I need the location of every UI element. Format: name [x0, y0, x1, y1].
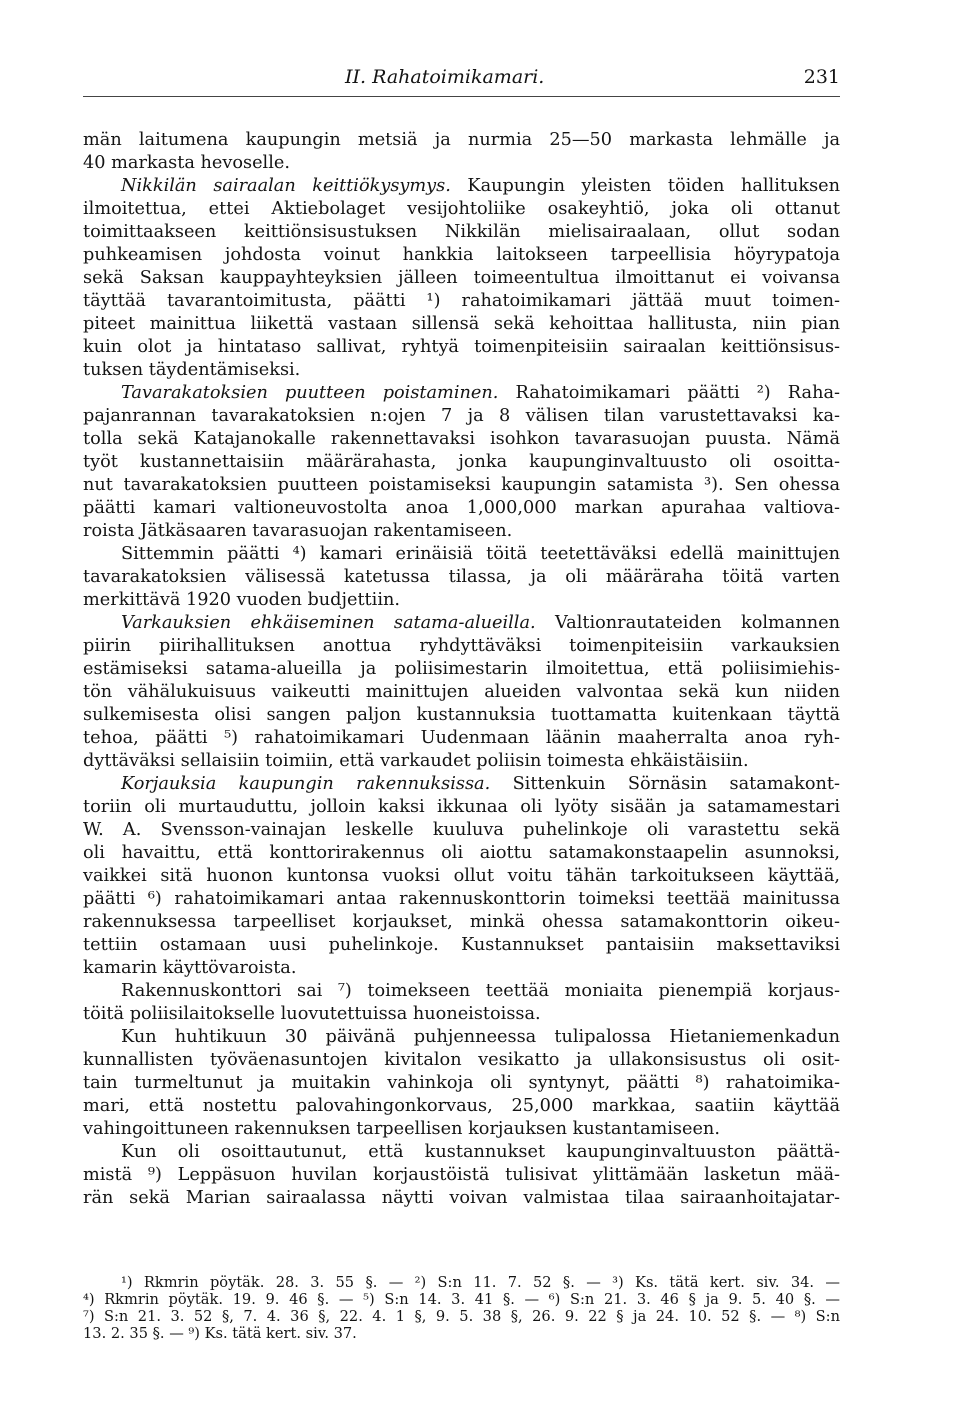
line-text: roista Jätkäsaaren tavarasuojan rakentamiseen. — [83, 521, 513, 541]
line-text: toimittaakseen keittiönsisustuksen Nikkilän mielisairaalaan, ollut sodan — [83, 222, 840, 242]
section-heading: Korjauksia kaupungin rakennuksissa. — [121, 774, 491, 794]
text-line — [83, 589, 840, 612]
page — [83, 64, 840, 1210]
text-line — [83, 773, 840, 796]
line-text: täyttää tavarantoimitusta, päätti ¹) rahatoimikamari jättää muut toimen- — [83, 291, 840, 311]
text-line — [83, 842, 840, 865]
footnotes — [83, 1274, 840, 1342]
line-text: Rahatoimikamari päätti ²) Raha- — [498, 383, 840, 403]
line-text: män laitumena kaupungin metsiä ja nurmia 25—50 markasta lehmälle ja — [83, 130, 840, 150]
line-text: piirin piirihallituksen anottua ryhdyttäväksi toimenpiteisiin varkauksien — [83, 636, 840, 656]
text-line — [83, 359, 840, 382]
line-text: tettiin ostamaan uusi puhelinkoje. Kustannukset pantaisiin maksettaviksi — [83, 935, 840, 955]
text-line — [83, 451, 840, 474]
line-text: oli havaittu, että konttorirakennus oli aiottu satamakonstaapelin asunnoksi, — [83, 843, 840, 863]
text-line — [83, 405, 840, 428]
line-text: pajanrannan tavarakatoksien n:ojen 7 ja 8 välisen tilan varustettavaksi ka- — [83, 406, 840, 426]
footnote-line: ⁴) Rkmrin pöytäk. 19. 9. 46 §. — ⁵) S:n 14. 3. 41 §. — ⁶) S:n 21. 3. 46 § ja 9. 5. 40 §. — — [83, 1291, 840, 1308]
line-text: Sittenkuin Sörnäsin satamakont- — [490, 774, 840, 794]
text-line — [83, 520, 840, 543]
line-text: rakennuksessa tarpeelliset korjaukset, minkä ohessa satamakonttorin oikeu- — [83, 912, 840, 932]
text-line — [83, 635, 840, 658]
text-line — [83, 681, 840, 704]
line-text: tain turmeltunut ja muitakin vahinkoja oli syntynyt, päätti ⁸) rahatoimika- — [83, 1073, 840, 1093]
text-line — [83, 221, 840, 244]
line-text: kuin olot ja hintataso sallivat, ryhtyä toimenpiteisiin sairaalan keittiönsisus- — [83, 337, 840, 357]
text-line — [83, 957, 840, 980]
text-line — [83, 1164, 840, 1187]
line-text: tehoa, päätti ⁵) rahatoimikamari Uudenmaan läänin maaherralta anoa ryh- — [83, 728, 840, 748]
line-text: kunnallisten työväenasuntojen kivitalon vesikatto ja ullakonsisustus oli osit- — [83, 1050, 840, 1070]
text-line — [83, 129, 840, 152]
text-line — [83, 267, 840, 290]
line-text: kamarin käyttövaroista. — [83, 958, 297, 978]
text-line — [83, 704, 840, 727]
line-text: mistä ⁹) Leppäsuon huvilan korjaustöistä tulisivat ylittämään lasketun mää- — [83, 1165, 840, 1185]
line-text: puhkeamisen johdosta voinut hankkia laitokseen tarpeellisia höyrypatoja — [83, 245, 840, 265]
text-line — [83, 313, 840, 336]
text-line — [83, 1049, 840, 1072]
text-line — [83, 888, 840, 911]
text-line — [83, 382, 840, 405]
line-text: Sittemmin päätti ⁴) kamari erinäisiä töitä teetettäväksi edellä mainittujen — [121, 544, 840, 564]
line-text: Rakennuskonttori sai ⁷) toimekseen teettää moniaita pienempiä korjaus- — [121, 981, 840, 1001]
line-text: W. A. Svensson-vainajan leskelle kuuluva puhelinkoje oli varastettu sekä — [83, 820, 840, 840]
line-text: toriin oli murtauduttu, jolloin kaksi ikkunaa oli lyöty sisään ja satamamestari — [83, 797, 840, 817]
text-line — [83, 1141, 840, 1164]
line-text: ilmoitettua, ettei Aktiebolaget vesijohtoliike osakeyhtiö, joka oli ottanut — [83, 199, 840, 219]
line-text: rän sekä Marian sairaalassa näytti voivan valmistaa tilaa sairaanhoitajatar- — [83, 1188, 840, 1208]
line-text: tuksen täydentämiseksi. — [83, 360, 301, 380]
text-line — [83, 727, 840, 750]
line-text: 40 markasta hevoselle. — [83, 153, 290, 173]
line-text: tolla sekä Katajanokalle rakennettavaksi isohkon tavarasuojan puusta. Nämä — [83, 429, 840, 449]
line-text: sekä Saksan kauppayhteyksien jälleen toimeentultua ilmoittanut ei voivansa — [83, 268, 840, 288]
line-text: päätti kamari valtioneuvostolta anoa 1,000,000 markan apurahaa valtiova- — [83, 498, 840, 518]
text-line — [83, 612, 840, 635]
text-line — [83, 198, 840, 221]
text-line — [83, 980, 840, 1003]
line-text: nut tavarakatoksien puutteen poistamiseksi kaupungin satamista ³). Sen ohessa — [83, 475, 840, 495]
text-line — [83, 658, 840, 681]
text-line — [83, 865, 840, 888]
text-line — [83, 566, 840, 589]
text-line — [83, 152, 840, 175]
section-title: II. Rahatoimikamari. — [345, 66, 545, 88]
text-line — [83, 819, 840, 842]
text-line — [83, 796, 840, 819]
text-line — [83, 1095, 840, 1118]
body-text — [83, 129, 840, 1210]
text-line — [83, 1026, 840, 1049]
line-text: Kun oli osoittautunut, että kustannukset kaupunginvaltuuston päättä- — [121, 1142, 840, 1162]
text-line — [83, 1187, 840, 1210]
line-text: vahingoittuneen rakennuksen tarpeellisen korjauksen kustantamiseen. — [83, 1119, 720, 1139]
line-text: mari, että nostettu palovahingonkorvaus, 25,000 markkaa, saatiin käyttää — [83, 1096, 840, 1116]
footnote-line: ¹) Rkmrin pöytäk. 28. 3. 55 §. — ²) S:n 11. 7. 52 §. — ³) Ks. tätä kert. siv. 34. — — [121, 1274, 840, 1291]
text-line — [83, 474, 840, 497]
section-heading: Varkauksien ehkäiseminen satama-alueilla. — [121, 613, 536, 633]
page-number: 231 — [803, 66, 840, 88]
line-text: tavarakatoksien välisessä katetussa tilassa, ja oli määräraha töitä varten — [83, 567, 840, 587]
text-line — [83, 934, 840, 957]
text-line — [83, 428, 840, 451]
line-text: piteet mainittua liikettä vastaan sillensä sekä kehoittaa hallitusta, niin pian — [83, 314, 840, 334]
text-line — [83, 543, 840, 566]
text-line — [83, 750, 840, 773]
line-text: työt kustannettaisiin määrärahasta, jonka kaupunginvaltuusto oli osoitta- — [83, 452, 840, 472]
section-heading: Nikkilän sairaalan keittiökysymys. — [121, 176, 451, 196]
line-text: Valtionrautateiden kolmannen — [535, 613, 840, 633]
line-text: töitä poliisilaitokselle luovutettuissa huoneistoissa. — [83, 1004, 541, 1024]
line-text: päätti ⁶) rahatoimikamari antaa rakennuskonttorin toimeksi teettää mainitussa — [83, 889, 840, 909]
line-text: Kaupungin yleisten töiden hallituksen — [450, 176, 841, 196]
running-head — [83, 64, 840, 97]
text-line — [83, 497, 840, 520]
text-line — [83, 1072, 840, 1095]
text-line — [83, 336, 840, 359]
text-line — [83, 911, 840, 934]
section-heading: Tavarakatoksien puutteen poistaminen. — [121, 383, 499, 403]
line-text: merkittävä 1920 vuoden budjettiin. — [83, 590, 400, 610]
footnote-line: 13. 2. 35 §. — ⁹) Ks. tätä kert. siv. 37. — [83, 1325, 357, 1342]
line-text: tön vähälukuisuus vaikeutti mainittujen alueiden valvontaa sekä kun niiden — [83, 682, 840, 702]
text-line — [83, 1003, 840, 1026]
line-text: estämiseksi satama-alueilla ja poliisimestarin ilmoitettua, että poliisimiehis- — [83, 659, 840, 679]
text-line — [83, 175, 840, 198]
line-text: dyttäväksi sellaisiin toimiin, että varkaudet poliisin toimesta ehkäistäisiin. — [83, 751, 749, 771]
text-line — [83, 290, 840, 313]
text-line — [83, 244, 840, 267]
text-line — [83, 1118, 840, 1141]
line-text: vaikkei sitä huonon kuntonsa vuoksi ollut voitu tähän tarkoitukseen käyttää, — [83, 866, 840, 886]
line-text: sulkemisesta olisi sangen paljon kustannuksia tuottamatta kuitenkaan täyttä — [83, 705, 840, 725]
footnote-line: ⁷) S:n 21. 3. 52 §, 7. 4. 36 §, 22. 4. 1 §, 9. 5. 38 §, 26. 9. 22 § ja 24. 10. 52 §. — ⁸) S:n — [83, 1308, 840, 1325]
line-text: Kun huhtikuun 30 päivänä puhjenneessa tulipalossa Hietaniemenkadun — [121, 1027, 840, 1047]
